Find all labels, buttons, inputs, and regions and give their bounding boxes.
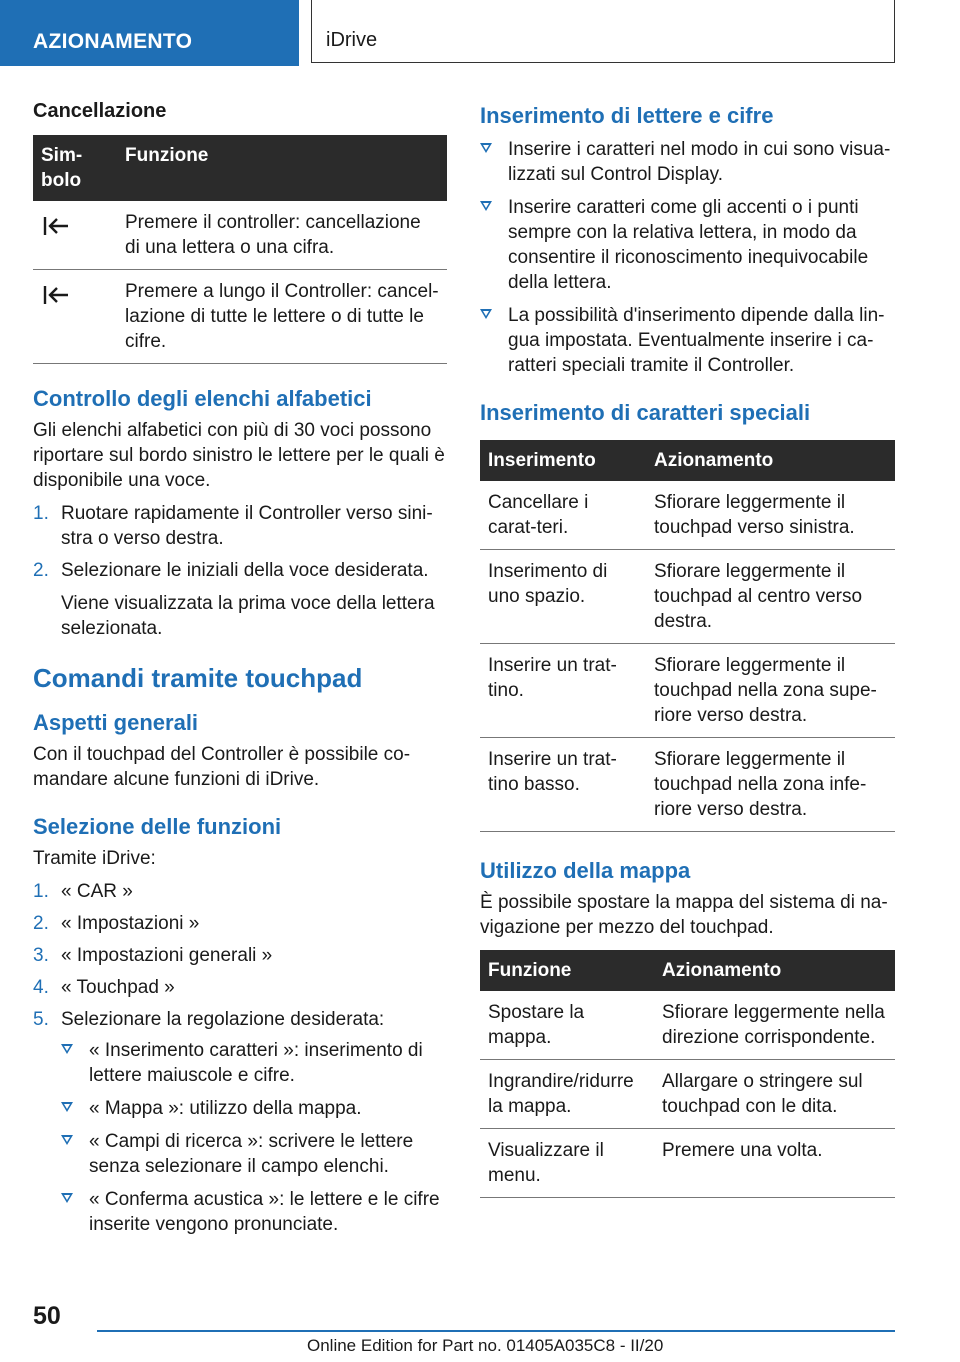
delete-back-icon [41,284,109,306]
triangle-bullet-icon [61,1135,73,1145]
table-row [480,1129,895,1198]
list-item [61,1187,447,1237]
general-heading: Aspetti generali [33,710,199,735]
table-cell: Inserire un trat-tino basso. [480,738,646,832]
table-row [480,481,895,550]
list-item [33,1007,447,1237]
table-row [33,270,447,364]
map-heading: Utilizzo della mappa [480,858,691,883]
delete-back-icon [41,215,109,237]
step-note: Viene visualizzata la prima voce della lettera selezionata. [61,593,435,639]
col-header-action: Azionamento [654,950,895,991]
table-cell: Spostare la mappa. [480,991,654,1060]
step-number: 5. [33,1009,49,1030]
step-text: « Impostazioni » [61,913,200,934]
alpha-intro: Gli elenchi alfabetici con più di 30 voci possono riportare sul bordo sinistro le lettere per le quali è disponibile una voce. [33,420,445,491]
select-steps [33,879,447,1237]
list-item [480,303,895,378]
table-cell: Inserimento di uno spazio. [480,550,646,644]
triangle-bullet-icon [480,309,492,319]
list-item [61,1129,447,1179]
table-row [33,201,447,270]
step-text: « CAR » [61,881,133,902]
triangle-bullet-icon [480,143,492,153]
step-text: « Impostazioni generali » [61,945,273,966]
table-cell: Sfiorare leggermente il touchpad al centro verso destra. [646,550,895,644]
select-heading: Selezione delle funzioni [33,814,282,839]
map-table [480,950,895,1198]
triangle-bullet-icon [61,1102,73,1112]
option-text: « Mappa »: utilizzo della mappa. [89,1098,362,1119]
option-text: « Conferma acustica »: le lettere e le cifre inserite vengono pronunciate. [89,1189,440,1235]
list-item [480,137,895,187]
alpha-heading: Controllo degli elenchi alfabetici [33,386,372,411]
table-row [480,991,895,1060]
bullet-text: Inserire caratteri come gli accenti o i punti sempre con la relativa lettera, in modo da consentire il riconoscimento inequivocabile della lettera. [508,197,869,293]
list-item [480,195,895,295]
option-text: « Inserimento caratteri »: inserimento di lettere maiuscole e cifre. [89,1040,423,1086]
triangle-bullet-icon [61,1193,73,1203]
page-header [0,0,960,66]
select-intro: Tramite iDrive: [33,848,156,869]
option-list [61,1038,447,1237]
step-text: « Touchpad » [61,977,175,998]
list-item [33,558,447,641]
edition-note: Online Edition for Part no. 01405A035C8 - II/20 [307,1336,664,1355]
table-cell: Visualizzare il menu. [480,1129,654,1198]
step-number: 2. [33,560,49,581]
left-column [33,100,447,1245]
step-text: Selezionare le iniziali della voce desiderata. [61,560,429,581]
table-cell: Sfiorare leggermente il touchpad nella zona infe-riore verso destra. [646,738,895,832]
table-row [480,644,895,738]
table-cell: Inserire un trat-tino. [480,644,646,738]
table-cell: Sfiorare leggermente nella direzione corrispondente. [654,991,895,1060]
col-header-action: Azionamento [646,440,895,481]
option-text: « Campi di ricerca »: scrivere le lettere senza selezionare il campo elenchi. [89,1131,414,1177]
right-column [480,100,895,1198]
col-header-function: Funzione [480,950,654,991]
col-header-symbol: Sim- bolo [33,135,117,201]
special-heading: Inserimento di caratteri speciali [480,400,811,425]
table-cell: Sfiorare leggermente il touchpad verso sinistra. [646,481,895,550]
letters-heading: Inserimento di lettere e cifre [480,103,774,128]
touch-heading: Comandi tramite touchpad [33,663,363,693]
table-cell: Sfiorare leggermente il touchpad nella zona supe-riore verso destra. [646,644,895,738]
table-cell: Allargare o stringere sul touchpad con le dita. [654,1060,895,1129]
map-text: È possibile spostare la mappa del sistema di na-vigazione per mezzo del touchpad. [480,892,888,938]
table-cell: Premere una volta. [654,1129,895,1198]
table-cell: Cancellare i carat-teri. [480,481,646,550]
special-table [480,440,895,832]
list-item [33,501,447,551]
chapter-title: iDrive [311,0,895,63]
list-item [61,1038,447,1088]
bullet-text: Inserire i caratteri nel modo in cui sono visua-lizzati sul Control Display. [508,139,891,185]
function-cell: Premere il controller: cancellazione di una lettera o una cifra. [117,201,447,270]
triangle-bullet-icon [480,201,492,211]
list-item [33,879,447,904]
col-header-input: Inserimento [480,440,646,481]
footer-divider [97,1330,895,1332]
general-text: Con il touchpad del Controller è possibile co-mandare alcune funzioni di iDrive. [33,744,411,790]
letters-bullets [480,137,895,378]
step-number: 2. [33,913,49,934]
bullet-text: La possibilità d'inserimento dipende dalla lin-gua impostata. Eventualmente inserire i ca-ratteri speciali tramite il Controller. [508,305,885,376]
alpha-steps [33,501,447,641]
list-item [33,911,447,936]
table-row [480,738,895,832]
triangle-bullet-icon [61,1044,73,1054]
table-row [480,1060,895,1129]
list-item [33,943,447,968]
list-item [61,1096,447,1121]
step-number: 3. [33,945,49,966]
step-number: 1. [33,503,49,524]
col-header-function: Funzione [117,135,447,201]
function-cell: Premere a lungo il Controller: cancel-lazione di tutte le lettere o di tutte le cifre. [117,270,447,364]
step-text: Selezionare la regolazione desiderata: [61,1009,385,1030]
cancel-table [33,135,447,364]
step-number: 4. [33,977,49,998]
table-cell: Ingrandire/ridurre la mappa. [480,1060,654,1129]
page-number: 50 [33,1302,61,1330]
cancel-title: Cancellazione [33,100,167,122]
step-number: 1. [33,881,49,902]
table-row [480,550,895,644]
section-tab: AZIONAMENTO [0,0,299,66]
list-item [33,975,447,1000]
step-text: Ruotare rapidamente il Controller verso sini-stra o verso destra. [61,503,433,549]
